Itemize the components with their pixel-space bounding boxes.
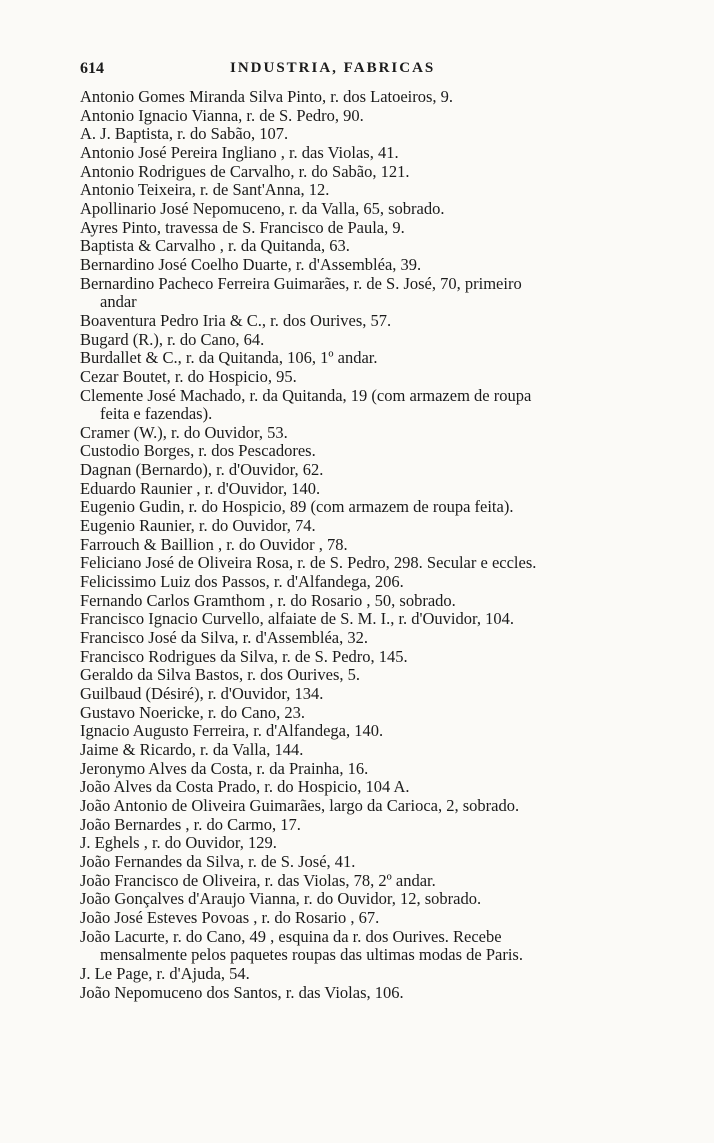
directory-entry: Apollinario José Nepomuceno, r. da Valla, 65, sobrado. [80,198,445,218]
directory-entry: João Francisco de Oliveira, r. das Violas, 78, 2º andar. [80,870,436,890]
directory-entry: Antonio Gomes Miranda Silva Pinto, r. dos Latoeiros, 9. [80,87,454,106]
directory-entry: João Gonçalves d'Araujo Vianna, r. do Ouvidor, 12, sobrado. [80,889,482,909]
directory-entry: J. Eghels , r. do Ouvidor, 129. [80,833,277,853]
directory-entry: Baptista & Carvalho , r. da Quitanda, 63. [80,236,350,256]
directory-entry: Boaventura Pedro Iria & C., r. dos Ourives, 57. [80,310,392,330]
directory-entry-continuation: mensalmente pelos paquetes roupas das ultimas modas de Paris. [100,945,523,965]
directory-entry: Fernando Carlos Gramthom , r. do Rosario , 50, sobrado. [80,590,456,610]
directory-entry: João Alves da Costa Prado, r. do Hospicio, 104 A. [80,777,410,797]
page-number: 614 [80,60,104,77]
directory-entry-continuation: feita e fazendas). [100,404,213,424]
directory-entry: Antonio José Pereira Ingliano , r. das Violas, 41. [80,142,399,162]
directory-entry: João Antonio de Oliveira Guimarães, largo da Carioca, 2, sobrado. [80,795,520,815]
directory-entry: Bernardino José Coelho Duarte, r. d'Assembléa, 39. [80,254,422,274]
directory-entries [80,88,650,1002]
directory-entry: Antonio Teixeira, r. de Sant'Anna, 12. [80,180,330,200]
directory-entry: Guilbaud (Désiré), r. d'Ouvidor, 134. [80,684,324,703]
directory-entry: Francisco Rodrigues da Silva, r. de S. Pedro, 145. [80,646,408,666]
directory-entry: Jeronymo Alves da Costa, r. da Prainha, 16. [80,758,369,778]
directory-entry: Ignacio Augusto Ferreira, r. d'Alfandega, 140. [80,721,384,741]
directory-entry: Cezar Boutet, r. do Hospicio, 95. [80,366,297,386]
directory-entry: João Fernandes da Silva, r. de S. José, 41. [80,851,356,871]
directory-entry: Antonio Rodrigues de Carvalho, r. do Sabão, 121. [80,161,410,181]
directory-entry: Eugenio Raunier, r. do Ouvidor, 74. [80,516,316,536]
directory-entry: Burdallet & C., r. da Quitanda, 106, 1º andar. [80,348,378,368]
directory-entry: Felicissimo Luiz dos Passos, r. d'Alfandega, 206. [80,572,404,592]
directory-entry: Farrouch & Baillion , r. do Ouvidor , 78. [80,534,348,554]
directory-entry: Cramer (W.), r. do Ouvidor, 53. [80,422,288,442]
directory-entry: Francisco Ignacio Curvello, alfaiate de S. M. I., r. d'Ouvidor, 104. [80,609,514,629]
directory-entry: Eduardo Raunier , r. d'Ouvidor, 140. [80,478,321,498]
directory-entry: Bugard (R.), r. do Cano, 64. [80,329,265,349]
directory-entry: João José Esteves Povoas , r. do Rosario , 67. [80,907,380,927]
directory-entry: Antonio Ignacio Vianna, r. de S. Pedro, 90. [80,105,364,125]
page-header [80,60,640,84]
directory-entry: A. J. Baptista, r. do Sabão, 107. [80,124,289,144]
directory-entry: João Nepomuceno dos Santos, r. das Violas, 106. [80,982,404,1002]
directory-entry: Gustavo Noericke, r. do Cano, 23. [80,702,305,722]
directory-entry: Geraldo da Silva Bastos, r. dos Ourives, 5. [80,665,361,685]
directory-entry: J. Le Page, r. d'Ajuda, 54. [80,963,250,983]
directory-entry-continuation: andar [100,292,137,312]
directory-entry: Bernardino Pacheco Ferreira Guimarães, r. de S. José, 70, primeiro [80,273,522,293]
directory-entry: João Bernardes , r. do Carmo, 17. [80,814,301,834]
directory-entry: Custodio Borges, r. dos Pescadores. [80,441,316,461]
directory-entry: João Lacurte, r. do Cano, 49 , esquina da r. dos Ourives. Recebe [80,926,502,946]
directory-entry: Francisco José da Silva, r. d'Assembléa, 32. [80,628,369,648]
directory-entry: Jaime & Ricardo, r. da Valla, 144. [80,739,304,759]
directory-entry: Dagnan (Bernardo), r. d'Ouvidor, 62. [80,460,324,480]
directory-entry: Ayres Pinto, travessa de S. Francisco de Paula, 9. [80,217,405,237]
directory-entry: Clemente José Machado, r. da Quitanda, 19 (com armazem de roupa [80,385,532,405]
directory-entry: Eugenio Gudin, r. do Hospicio, 89 (com armazem de roupa feita). [80,497,514,517]
running-title: INDUSTRIA, FABRICAS [230,60,436,76]
directory-entry: Feliciano José de Oliveira Rosa, r. de S. Pedro, 298. Secular e eccles. [80,553,537,573]
